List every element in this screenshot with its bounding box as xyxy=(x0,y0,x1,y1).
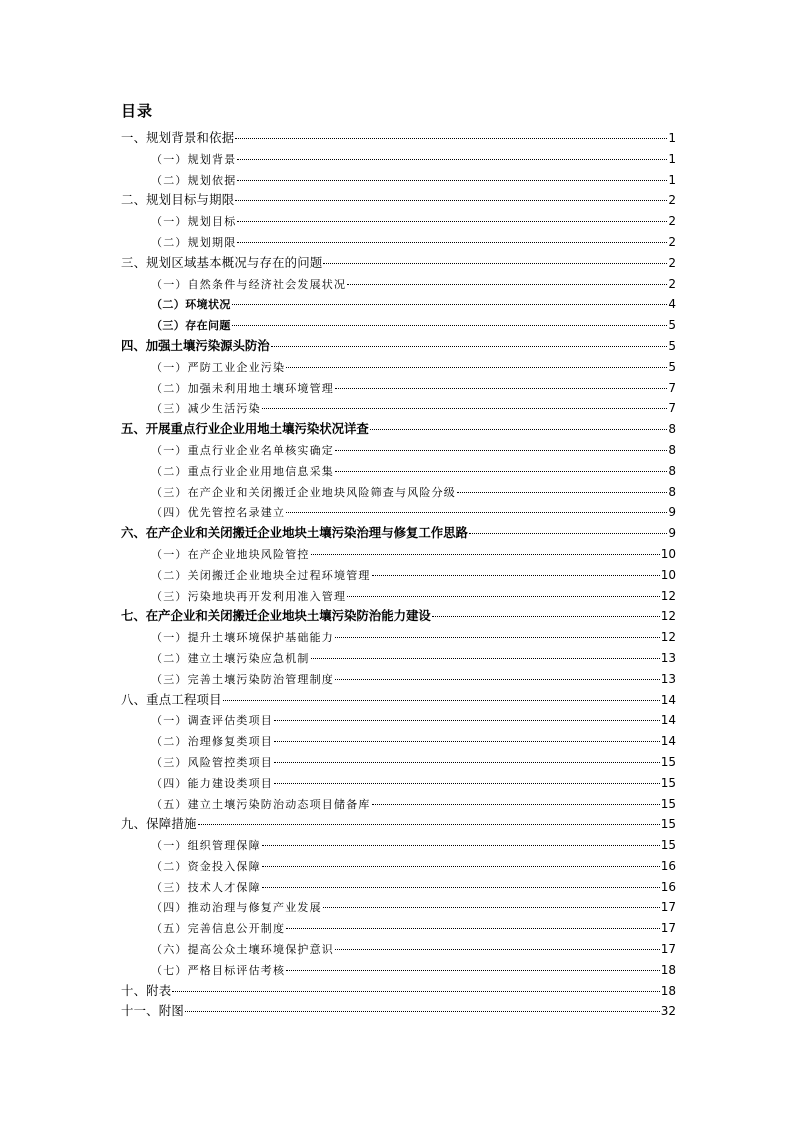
toc-page-number: 13 xyxy=(660,671,676,686)
toc-page-number: 5 xyxy=(668,318,676,333)
toc-entry-title: （三）完善土壤污染防治管理制度 xyxy=(151,672,334,686)
toc-page-number: 8 xyxy=(668,422,676,437)
toc-dot-leader xyxy=(223,700,660,701)
toc-section-entry[interactable] xyxy=(121,710,676,731)
toc-section-entry[interactable] xyxy=(121,544,676,565)
toc-entry-title: （一）提升土壤环境保护基础能力 xyxy=(151,631,334,645)
toc-dot-leader xyxy=(372,804,660,805)
toc-entry-title: 三、规划区域基本概况与存在的问题 xyxy=(121,254,323,270)
toc-chapter-entry[interactable] xyxy=(121,814,676,835)
toc-entry-title: 五、开展重点行业企业用地土壤污染状况详查 xyxy=(121,421,369,437)
toc-dot-leader xyxy=(432,616,660,617)
toc-entry-title: （二）加强未利用地土壤环境管理 xyxy=(151,381,334,395)
toc-dot-leader xyxy=(335,679,660,680)
toc-dot-leader xyxy=(262,866,660,867)
toc-page-number: 12 xyxy=(660,630,676,645)
toc-page-number: 12 xyxy=(660,609,676,624)
toc-section-entry[interactable] xyxy=(121,648,676,669)
toc-section-entry[interactable] xyxy=(121,794,676,815)
toc-page-number: 13 xyxy=(660,650,676,665)
toc-page-number: 15 xyxy=(660,775,676,790)
toc-entry-title: （二）重点行业企业用地信息采集 xyxy=(151,464,334,478)
toc-section-entry[interactable] xyxy=(121,170,676,191)
toc-entry-title: 四、加强土壤污染源头防治 xyxy=(121,337,270,353)
toc-page-number: 15 xyxy=(660,754,676,769)
toc-entry-title: （一）规划目标 xyxy=(151,215,237,229)
toc-dot-leader xyxy=(237,180,667,181)
toc-section-entry[interactable] xyxy=(121,232,676,253)
toc-section-entry[interactable] xyxy=(121,378,676,399)
toc-page-number: 1 xyxy=(668,172,676,187)
toc-dot-leader xyxy=(185,1011,660,1012)
toc-entry-title: （三）风险管控类项目 xyxy=(151,755,273,769)
toc-page-number: 8 xyxy=(668,484,676,499)
toc-entry-title: 十一、附图 xyxy=(121,1003,184,1019)
toc-dot-leader xyxy=(335,450,667,451)
toc-section-entry[interactable] xyxy=(121,294,676,315)
toc-dot-leader xyxy=(323,263,667,264)
toc-section-entry[interactable] xyxy=(121,835,676,856)
toc-page-number: 2 xyxy=(668,234,676,249)
toc-entry-title: （一）自然条件与经济社会发展状况 xyxy=(151,277,347,291)
toc-chapter-entry[interactable] xyxy=(121,981,676,1002)
toc-dot-leader xyxy=(347,284,667,285)
toc-chapter-entry[interactable] xyxy=(121,336,676,357)
toc-page-number: 2 xyxy=(668,255,676,270)
toc-page-number: 4 xyxy=(668,297,676,312)
toc-dot-leader xyxy=(237,242,667,243)
toc-entry-title: 二、规划目标与期限 xyxy=(121,192,235,208)
toc-entry-title: （一）调查评估类项目 xyxy=(151,714,273,728)
toc-section-entry[interactable] xyxy=(121,357,676,378)
toc-entry-title: 九、保障措施 xyxy=(121,816,197,832)
toc-dot-leader xyxy=(235,200,667,201)
toc-dot-leader xyxy=(198,824,660,825)
toc-page-number: 32 xyxy=(660,1004,676,1019)
toc-section-entry[interactable] xyxy=(121,731,676,752)
toc-entry-title: （二）关闭搬迁企业地块全过程环境管理 xyxy=(151,568,371,582)
toc-dot-leader xyxy=(262,408,668,409)
toc-entry-title: （一）严防工业企业污染 xyxy=(151,360,286,374)
toc-page-number: 18 xyxy=(660,962,676,977)
toc-page-number: 5 xyxy=(668,359,676,374)
toc-page-number: 15 xyxy=(660,838,676,853)
toc-section-entry[interactable] xyxy=(121,586,676,607)
toc-entry-title: （四）优先管控名录建立 xyxy=(151,506,286,520)
toc-title: 目录 xyxy=(121,102,154,120)
toc-dot-leader xyxy=(335,388,667,389)
toc-dot-leader xyxy=(347,596,660,597)
toc-entry-title: （三）存在问题 xyxy=(151,319,231,333)
toc-page-number: 18 xyxy=(660,983,676,998)
toc-entry-title: （一）重点行业企业名单核实确定 xyxy=(151,443,334,457)
toc-page-number: 2 xyxy=(668,193,676,208)
toc-dot-leader xyxy=(311,658,660,659)
toc-section-entry[interactable] xyxy=(121,211,676,232)
toc-dot-leader xyxy=(274,741,660,742)
toc-page-number: 14 xyxy=(660,713,676,728)
toc-dot-leader xyxy=(262,887,660,888)
toc-section-entry[interactable] xyxy=(121,897,676,918)
toc-dot-leader xyxy=(335,949,660,950)
toc-dot-leader xyxy=(237,221,667,222)
toc-page-number: 2 xyxy=(668,276,676,291)
toc-entry-title: （二）资金投入保障 xyxy=(151,859,261,873)
toc-entry-title: （一）在产企业地块风险管控 xyxy=(151,547,310,561)
toc-entry-title: （三）污染地块再开发利用准入管理 xyxy=(151,589,347,603)
toc-entry-title: 一、规划背景和依据 xyxy=(121,130,235,145)
toc-page-number: 9 xyxy=(668,526,676,541)
toc-chapter-entry[interactable] xyxy=(121,128,676,149)
toc-section-entry[interactable] xyxy=(121,773,676,794)
toc-dot-leader xyxy=(286,512,667,513)
toc-dot-leader xyxy=(237,159,667,160)
toc-chapter-entry[interactable] xyxy=(121,606,676,627)
toc-entry-title: （三）在产企业和关闭搬迁企业地块风险筛查与风险分级 xyxy=(151,485,456,499)
toc-section-entry[interactable] xyxy=(121,669,676,690)
toc-entry-title: （二）规划期限 xyxy=(151,235,237,249)
toc-page-number: 1 xyxy=(668,131,676,145)
toc-dot-leader xyxy=(235,138,667,139)
toc-page-number: 15 xyxy=(660,796,676,811)
toc-dot-leader xyxy=(335,471,667,472)
toc-entry-title: （三）技术人才保障 xyxy=(151,880,261,894)
toc-dot-leader xyxy=(274,783,660,784)
toc-page-number: 17 xyxy=(660,921,676,936)
toc-entry-title: （二）建立土壤污染应急机制 xyxy=(151,651,310,665)
toc-section-entry[interactable] xyxy=(121,565,676,586)
toc-page-number: 14 xyxy=(660,734,676,749)
toc-dot-leader xyxy=(172,991,659,992)
toc-entry-title: （六）提高公众土壤环境保护意识 xyxy=(151,943,334,957)
toc-page-number: 12 xyxy=(660,588,676,603)
toc-dot-leader xyxy=(286,367,667,368)
toc-page-number: 7 xyxy=(668,401,676,416)
toc-page-number: 10 xyxy=(660,546,676,561)
toc-dot-leader xyxy=(274,720,660,721)
toc-entry-title: 八、重点工程项目 xyxy=(121,691,222,707)
toc-section-entry[interactable] xyxy=(121,627,676,648)
toc-dot-leader xyxy=(311,554,660,555)
toc-list xyxy=(121,128,676,1022)
toc-page-number: 15 xyxy=(660,817,676,832)
toc-entry-title: （七）严格目标评估考核 xyxy=(151,963,286,977)
toc-entry-title: 十、附表 xyxy=(121,982,172,998)
toc-dot-leader xyxy=(469,533,667,534)
toc-section-entry[interactable] xyxy=(121,939,676,960)
toc-page-number: 8 xyxy=(668,463,676,478)
toc-page-number: 5 xyxy=(668,338,676,353)
toc-dot-leader xyxy=(335,637,660,638)
toc-entry-title: （一）组织管理保障 xyxy=(151,839,261,853)
toc-page-number: 17 xyxy=(660,942,676,957)
toc-dot-leader xyxy=(372,575,660,576)
toc-entry-title: （五）建立土壤污染防治动态项目储备库 xyxy=(151,797,371,811)
toc-dot-leader xyxy=(232,325,668,326)
toc-section-entry[interactable] xyxy=(121,398,676,419)
toc-section-entry[interactable] xyxy=(121,482,676,503)
toc-section-entry[interactable] xyxy=(121,856,676,877)
toc-section-entry[interactable] xyxy=(121,877,676,898)
toc-chapter-entry[interactable] xyxy=(121,523,676,544)
toc-chapter-entry[interactable] xyxy=(121,190,676,211)
toc-entry-title: （一）规划背景 xyxy=(151,152,237,166)
toc-section-entry[interactable] xyxy=(121,502,676,523)
toc-section-entry[interactable] xyxy=(121,274,676,295)
toc-section-entry[interactable] xyxy=(121,960,676,981)
toc-dot-leader xyxy=(262,845,660,846)
toc-chapter-entry[interactable] xyxy=(121,419,676,440)
toc-page-number: 9 xyxy=(668,505,676,520)
toc-chapter-entry[interactable] xyxy=(121,690,676,711)
toc-page-number: 7 xyxy=(668,380,676,395)
toc-entry-title: （四）能力建设类项目 xyxy=(151,776,273,790)
toc-section-entry[interactable] xyxy=(121,315,676,336)
toc-dot-leader xyxy=(271,346,668,347)
toc-dot-leader xyxy=(457,492,667,493)
toc-page-number: 1 xyxy=(668,151,676,166)
toc-chapter-entry[interactable] xyxy=(121,253,676,274)
toc-page-number: 14 xyxy=(660,692,676,707)
toc-dot-leader xyxy=(323,907,660,908)
toc-page-number: 16 xyxy=(660,858,676,873)
toc-section-entry[interactable] xyxy=(121,461,676,482)
toc-section-entry[interactable] xyxy=(121,440,676,461)
toc-entry-title: （二）环境状况 xyxy=(151,298,231,312)
toc-dot-leader xyxy=(274,762,660,763)
toc-section-entry[interactable] xyxy=(121,149,676,170)
toc-section-entry[interactable] xyxy=(121,918,676,939)
toc-entry-title: （二）治理修复类项目 xyxy=(151,735,273,749)
toc-dot-leader xyxy=(286,970,660,971)
toc-entry-title: （二）规划依据 xyxy=(151,173,237,187)
toc-entry-title: 七、在产企业和关闭搬迁企业地块土壤污染防治能力建设 xyxy=(121,608,431,624)
toc-chapter-entry[interactable] xyxy=(121,1001,676,1022)
toc-page-number: 17 xyxy=(660,900,676,915)
toc-entry-title: （三）减少生活污染 xyxy=(151,402,261,416)
toc-entry-title: （四）推动治理与修复产业发展 xyxy=(151,901,322,915)
toc-page-number: 8 xyxy=(668,442,676,457)
toc-entry-title: （五）完善信息公开制度 xyxy=(151,922,286,936)
toc-dot-leader xyxy=(286,928,660,929)
toc-dot-leader xyxy=(370,429,668,430)
toc-page-number: 16 xyxy=(660,879,676,894)
toc-page-number: 10 xyxy=(660,567,676,582)
toc-entry-title: 六、在产企业和关闭搬迁企业地块土壤污染治理与修复工作思路 xyxy=(121,525,468,541)
toc-section-entry[interactable] xyxy=(121,752,676,773)
toc-page-number: 2 xyxy=(668,214,676,229)
toc-dot-leader xyxy=(232,304,668,305)
